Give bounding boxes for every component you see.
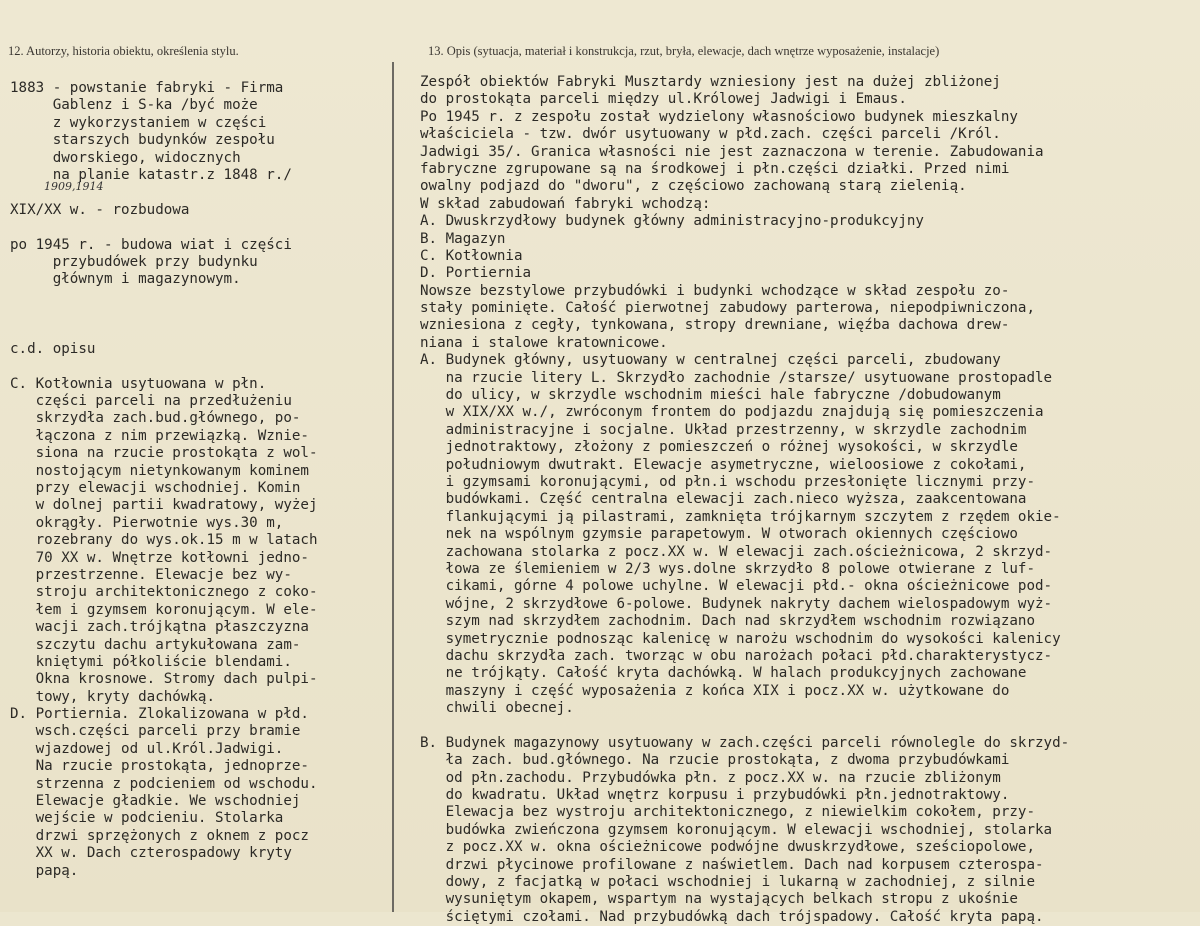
text-line: na planie katastr.z 1848 r./ xyxy=(10,166,292,183)
text-line: nostojącym nietynkowanym kominem xyxy=(10,462,309,479)
text-line: C. Kotłownia usytuowana w płn. xyxy=(10,375,267,392)
text-line: Elewacje gładkie. We wschodniej xyxy=(10,793,301,810)
text-line: ła zach. bud.głównego. Na rzucie prostokąta, z dwoma przybudówkami xyxy=(420,752,1010,769)
text-line: D. Portiernia. Zlokalizowana w płd. xyxy=(10,706,309,723)
text-line: od płn.zachodu. Przybudówka płn. z pocz.XX w. na rzucie zbliżonym xyxy=(420,769,1001,786)
text-line xyxy=(10,323,388,340)
text-line: budówkami. Część centralna elewacji zach.nieco wyższa, zaakcentowana xyxy=(420,491,1027,508)
text-line: owalny podjazd do "dworu", z częściowo zachowaną starą zielenią. xyxy=(420,178,967,195)
text-line: Elewacja bez wystroju architektonicznego, z niewielkim cokołem, przy- xyxy=(420,804,1035,821)
text-line xyxy=(10,358,388,375)
text-line: c.d. opisu xyxy=(10,340,96,357)
text-line: głównym i magazynowym. xyxy=(10,271,241,288)
text-line: W skład zabudowań fabryki wchodzą: xyxy=(420,195,711,212)
text-line: Jadwigi 35/. Granica własności nie jest zaznaczona w terenie. Zabudowania xyxy=(420,143,1044,160)
text-line: w XIX/XX w./, zwróconym frontem do podjazdu znajdują się pomieszczenia xyxy=(420,404,1044,421)
text-line: na rzucie litery L. Skrzydło zachodnie /starsze/ usytuowane prostopadle xyxy=(420,369,1053,386)
text-line: Gablenz i S-ka /być może xyxy=(10,97,258,114)
text-line: kniętymi półkoliście blendami. xyxy=(10,653,292,670)
text-line: wójne, 2 skrzydłowe 6-polowe. Budynek nakryty dachem wielospadowym wyż- xyxy=(420,595,1053,612)
text-line: B. Budynek magazynowy usytuowany w zach.części parceli równolegle do skrzyd- xyxy=(420,734,1070,751)
text-line: wacji zach.trójkątna płaszczyzna xyxy=(10,619,309,636)
column-divider xyxy=(392,62,394,912)
text-line: ściętymi czołami. Nad przybudówką dach trójspadowy. Całość kryta papą. xyxy=(420,908,1044,925)
text-line xyxy=(10,289,388,306)
text-line: cikami, górne 4 polowe uchylne. W elewacji płd.- okna ościeżnicowe pod- xyxy=(420,578,1053,595)
text-line xyxy=(420,717,1200,734)
text-line: wsch.części parceli przy bramie xyxy=(10,723,301,740)
text-line: administracyjne i socjalne. Układ przestrzenny, w skrzydle zachodnim xyxy=(420,421,1027,438)
text-line: dworskiego, widocznych xyxy=(10,149,241,166)
text-line: A. Dwuskrzydłowy budynek główny administracyjno-produkcyjny xyxy=(420,213,924,230)
text-line: XIX/XX w. - rozbudowa xyxy=(10,201,190,218)
text-line: 1883 - powstanie fabryki - Firma xyxy=(10,80,284,96)
text-line xyxy=(10,184,388,201)
text-line: chwili obecnej. xyxy=(420,700,574,717)
text-line: siona na rzucie prostokąta z wol- xyxy=(10,445,318,462)
text-line: i gzymsami koronującymi, od płn.i wschodu przesłonięte licznymi przy- xyxy=(420,473,1035,490)
text-line: z pocz.XX w. okna ościeżnicowe podwójne dwuskrzydłowe, sześciopolowe, xyxy=(420,839,1035,856)
text-line: drzwi płycinowe profilowane z naświetlem. Dach nad korpusem czterospa- xyxy=(420,856,1044,873)
text-line: z wykorzystaniem w części xyxy=(10,114,267,131)
text-line: budówka zwieńczona gzymsem koronującym. W elewacji wschodniej, stolarka xyxy=(420,821,1053,838)
text-line: wjazdowej od ul.Król.Jadwigi. xyxy=(10,740,284,757)
left-column-header: 12. Autorzy, historia obiektu, określenia stylu. xyxy=(8,44,239,58)
text-line: D. Portiernia xyxy=(420,265,532,282)
text-line: Po 1945 r. z zespołu został wydzielony własnościowo budynek mieszkalny xyxy=(420,108,1018,125)
text-line: ne trójkąty. Całość kryta dachówką. W halach produkcyjnych zachowane xyxy=(420,665,1027,682)
right-column-header: 13. Opis (sytuacja, materiał i konstrukcja, rzut, bryła, elewacje, dach wnętrze wyposażenie, instalacje) xyxy=(428,44,940,58)
text-line: papą. xyxy=(10,862,79,879)
text-line: szczytu dachu artykułowana zam- xyxy=(10,636,301,653)
text-line: wejście w podcieniu. Stolarka xyxy=(10,810,284,827)
text-line: fabryczne zgrupowane są na środkowej i płn.części działki. Przed nimi xyxy=(420,160,1010,177)
text-line: stały pominięte. Całość pierwotnej zabudowy parterowa, niepodpiwniczona, xyxy=(420,300,1035,317)
text-line: B. Magazyn xyxy=(420,230,506,247)
text-line: przybudówek przy budynku xyxy=(10,253,258,270)
text-line: okrągły. Pierwotnie wys.30 m, xyxy=(10,514,284,531)
text-line: części parceli na przedłużeniu xyxy=(10,393,292,410)
text-line: dowy, z facjatką w połaci wschodniej i lukarną w zachodniej, z silnie xyxy=(420,873,1035,890)
text-line: symetrycznie podnosząc kalenicę w narożu wschodnim do wysokości kalenicy xyxy=(420,630,1061,647)
text-line: A. Budynek główny, usytuowany w centralnej części parceli, zbudowany xyxy=(420,352,1001,369)
text-line: wzniesiona z cegły, tynkowana, stropy drewniane, więźba dachowa drew- xyxy=(420,317,1010,334)
text-line: zachowana stolarka z pocz.XX w. W elewacji zach.ościeżnicowa, 2 skrzyd- xyxy=(420,543,1053,560)
text-line: maszyny i część wyposażenia z końca XIX i pocz.XX w. użytkowane do xyxy=(420,682,1010,699)
text-line: przestrzenne. Elewacje bez wy- xyxy=(10,566,292,583)
handwritten-note: 1909,1914 xyxy=(44,180,104,193)
text-line: południowym dwutrakt. Elewacje asymetryczne, wieloosiowe z cokołami, xyxy=(420,456,1027,473)
text-line: po 1945 r. - budowa wiat i części xyxy=(10,236,292,253)
text-line: łączona z nim przewiązką. Wznie- xyxy=(10,427,309,444)
text-line: szym nad skrzydłem zachodnim. Dach nad skrzydłem wschodnim rozwiązano xyxy=(420,613,1035,630)
text-line: do ulicy, w skrzydle wschodnim mieści hale fabryczne /dobudowanym xyxy=(420,387,1001,404)
text-line: 70 XX w. Wnętrze kotłowni jedno- xyxy=(10,549,309,566)
text-line: wysuniętym okapem, wspartym na wystających belkach stropu z ukośnie xyxy=(420,891,1018,908)
text-line: dachu skrzydła zach. tworząc w obu narożach połaci płd.charakterystycz- xyxy=(420,647,1053,664)
text-line: właściciela - tzw. dwór usytuowany w płd.zach. części parceli /Król. xyxy=(420,126,1001,143)
text-line xyxy=(10,219,388,236)
text-line: łem i gzymsem koronującym. W ele- xyxy=(10,601,318,618)
text-line: do kwadratu. Układ wnętrz korpusu i przybudówki płn.jednotraktowy. xyxy=(420,787,1010,804)
text-line: rozebrany do wys.ok.15 m w latach xyxy=(10,532,318,549)
text-line: Nowsze bezstylowe przybudówki i budynki wchodzące w skład zespołu zo- xyxy=(420,282,1010,299)
text-line: Okna krosnowe. Stromy dach pulpi- xyxy=(10,671,318,688)
text-line: jednotraktowy, złożony z pomieszczeń o różnej wysokości, w skrzydle xyxy=(420,439,1018,456)
text-line: stroju architektonicznego z coko- xyxy=(10,584,318,601)
text-line: łowa ze ślemieniem w 2/3 wys.dolne skrzydło 8 polowe otwierane z luf- xyxy=(420,560,1035,577)
text-line: w dolnej partii kwadratowy, wyżej xyxy=(10,497,318,514)
text-line: przy elewacji wschodniej. Komin xyxy=(10,479,301,496)
text-line: Na rzucie prostokąta, jednoprze- xyxy=(10,758,309,775)
text-line: strzenna z podcieniem od wschodu. xyxy=(10,775,318,792)
text-line: towy, kryty dachówką. xyxy=(10,688,215,705)
left-column-text xyxy=(10,80,388,880)
text-line: do prostokąta parceli między ul.Królowej Jadwigi i Emaus. xyxy=(420,91,907,108)
text-line: drzwi sprzężonych z oknem z pocz xyxy=(10,827,309,844)
text-line: C. Kotłownia xyxy=(420,247,523,264)
text-line: XX w. Dach czterospadowy kryty xyxy=(10,845,292,862)
text-line: niana i stalowe kratownicowe. xyxy=(420,334,668,351)
right-column-text xyxy=(420,74,1200,926)
text-line: Zespół obiektów Fabryki Musztardy wzniesiony jest na dużej zbliżonej xyxy=(420,74,1001,90)
text-line: skrzydła zach.bud.głównego, po- xyxy=(10,410,301,427)
text-line xyxy=(10,306,388,323)
text-line: nek na wspólnym gzymsie parapetowym. W otworach okiennych częściowo xyxy=(420,526,1018,543)
text-line: starszych budynków zespołu xyxy=(10,132,275,149)
text-line: flankującymi ją pilastrami, zamknięta trójkarnym szczytem z rzędem okie- xyxy=(420,508,1061,525)
